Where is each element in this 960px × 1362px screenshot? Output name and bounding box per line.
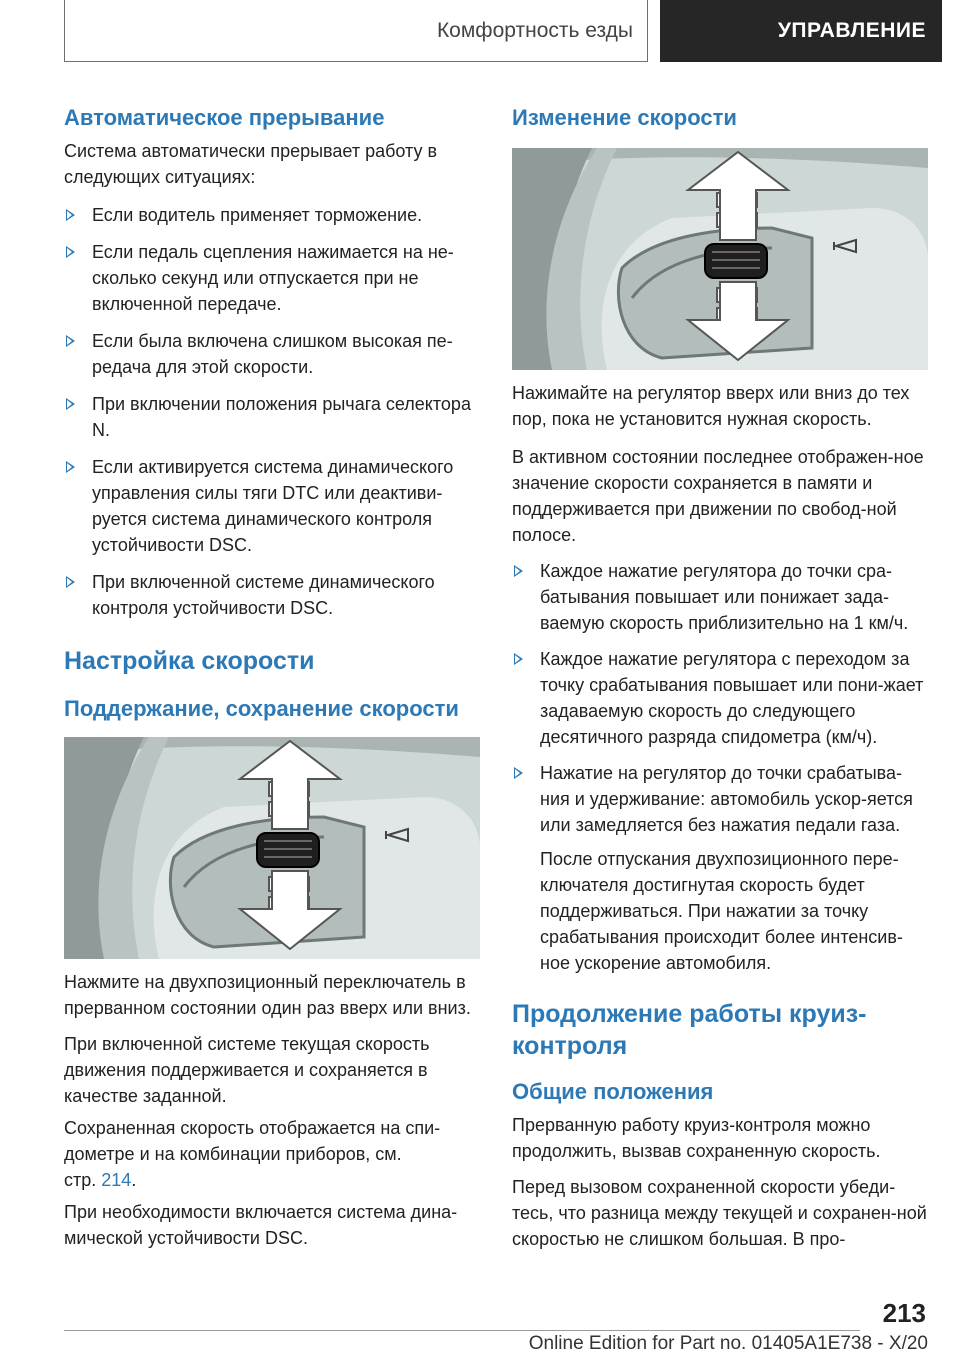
- steering-wheel-switch-icon: [64, 737, 480, 959]
- paragraph-before-resume: Перед вызовом сохраненной скорости убеди-тесь, что разница между текущей и сохранен-ной скоростью не слишком большая. В про-: [512, 1177, 927, 1249]
- footer-divider: [64, 1330, 860, 1331]
- triangle-bullet-icon: [514, 653, 523, 665]
- heading-change-speed: Изменение скорости: [512, 105, 737, 130]
- heading-general: Общие положения: [512, 1079, 714, 1104]
- paragraph-current-speed: При включенной системе текущая скорость движения поддерживается и сохраняется в качестве заданной.: [64, 1034, 430, 1106]
- list-item: При включении положения рычага селектора N.: [64, 391, 480, 443]
- left-column: [64, 104, 480, 1251]
- steering-wheel-switch-icon: [512, 148, 928, 370]
- list-item: Если водитель применяет торможение.: [64, 202, 480, 228]
- triangle-bullet-icon: [66, 398, 75, 410]
- list-item: Каждое нажатие регулятора с переходом за точку срабатывания повышает или пони-жает задаваемую скорость до следующего десятичного разряда спидометра (км/ч).: [512, 646, 928, 750]
- page-reference-link[interactable]: 214: [101, 1170, 132, 1190]
- paragraph-resume: Прерванную работу круиз-контроля можно продолжить, вызвав сохраненную скорость.: [512, 1115, 881, 1161]
- triangle-bullet-icon: [514, 565, 523, 577]
- heading-speed-setting: Настройка скорости: [64, 647, 315, 675]
- paragraph-saved-speed: Сохраненная скорость отображается на спи-дометре и на комбинации приборов, см. стр. 214.: [64, 1118, 441, 1190]
- list-item: Если была включена слишком высокая пе-редача для этой скорости.: [64, 328, 480, 380]
- heading-continue-cruise: Продолжение работы круиз-контроля: [512, 1000, 867, 1060]
- list-item: Если активируется система динамического управления силы тяги DTC или деактиви-руется система динамического контроля устойчивости DSC.: [64, 454, 480, 558]
- triangle-bullet-icon: [66, 461, 75, 473]
- paragraph-dsc: При необходимости включается система дина-мической устойчивости DSC.: [64, 1202, 458, 1248]
- paragraph-release: После отпускания двухпозиционного пере-ключателя достигнутая скорость будет поддерживаться. При нажатии за точку срабатывания происходит более интенсив-ное ускорение автомобиля.: [540, 849, 903, 973]
- bullet-list-interrupt: [64, 202, 480, 621]
- list-item: Нажатие на регулятор до точки срабатыва-ния и удерживание: автомобиль ускор-яется или замедляется без нажатия педали газа.: [512, 760, 928, 838]
- header-chapter-title: УПРАВЛЕНИЕ: [660, 0, 942, 62]
- list-item: Каждое нажатие регулятора до точки сра-батывания повышает или понижает зада-ваемую скорость приблизительно на 1 км/ч.: [512, 558, 928, 636]
- paragraph-active-state: В активном состоянии последнее отображен-ное значение скорости сохраняется в памяти и поддерживается при движении по свобод-ной полосе.: [512, 447, 924, 545]
- right-column: [512, 104, 928, 1252]
- list-item: Если педаль сцепления нажимается на не-сколько секунд или отпускается при не включенной передаче.: [64, 239, 480, 317]
- triangle-bullet-icon: [66, 576, 75, 588]
- triangle-bullet-icon: [66, 335, 75, 347]
- triangle-bullet-icon: [66, 246, 75, 258]
- bullet-list-change: [512, 558, 928, 838]
- heading-auto-interrupt: Автоматическое прерывание: [64, 105, 385, 130]
- paragraph-press-switch: Нажмите на двухпозиционный переключатель в прерванном состоянии один раз вверх или вниз.: [64, 972, 471, 1018]
- header-section-title: Комфортность езды: [64, 0, 648, 62]
- triangle-bullet-icon: [514, 767, 523, 779]
- footer-edition: Online Edition for Part no. 01405A1E738 - X/20: [528, 1333, 928, 1354]
- list-item: При включенной системе динамического контроля устойчивости DSC.: [64, 569, 480, 621]
- page-number: 213: [882, 1298, 926, 1328]
- paragraph-press-up-down: Нажимайте на регулятор вверх или вниз до тех пор, пока не установится нужная скорость.: [512, 383, 910, 429]
- paragraph-intro: Система автоматически прерывает работу в следующих ситуациях:: [64, 141, 438, 187]
- triangle-bullet-icon: [66, 209, 75, 221]
- heading-maintain-speed: Поддержание, сохранение скорости: [64, 696, 459, 721]
